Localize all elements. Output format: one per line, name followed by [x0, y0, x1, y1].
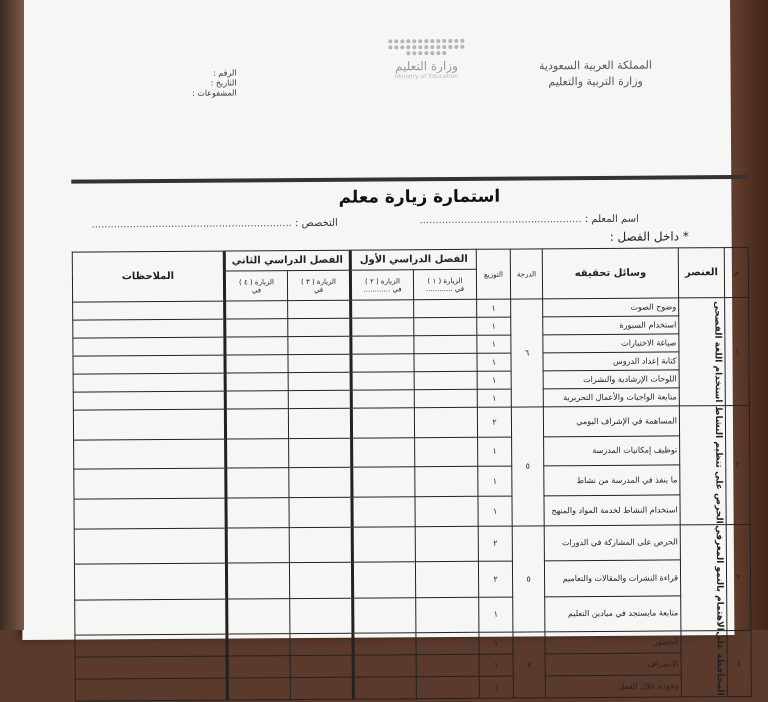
col-element-header: العنصر: [678, 248, 724, 298]
table-body: [73, 297, 752, 700]
specialization-field[interactable]: [92, 218, 338, 231]
visit2-cell[interactable]: [353, 597, 416, 633]
distribution-cell: ١: [477, 389, 511, 407]
kingdom-name: المملكة العربية السعودية: [538, 58, 652, 73]
distribution-cell: ١: [479, 632, 513, 654]
criterion-cell: متابعة مايستجد في ميادين التعليم: [545, 596, 681, 632]
visit2-cell[interactable]: [353, 677, 416, 699]
notes-cell[interactable]: [73, 301, 225, 320]
table-row: [74, 560, 750, 600]
notes-cell[interactable]: [73, 373, 225, 392]
distribution-cell: ١: [477, 353, 511, 371]
visit2-cell[interactable]: [352, 526, 415, 562]
visit4-cell[interactable]: [227, 656, 290, 678]
ministry-name: وزارة التربية والتعليم: [548, 74, 643, 89]
notes-cell[interactable]: [73, 391, 225, 410]
visit4-cell[interactable]: [227, 598, 290, 634]
visit2-cell[interactable]: [351, 336, 414, 354]
col-grade-header: الدرجة: [510, 249, 542, 299]
visit2-cell[interactable]: [351, 300, 414, 318]
visit1-cell[interactable]: [415, 496, 478, 526]
visit4-cell[interactable]: [225, 373, 288, 391]
visit4-cell[interactable]: [227, 634, 290, 656]
teacher-name-dots: ...................................................: [419, 214, 582, 227]
table-row: [74, 524, 750, 564]
visit1-cell[interactable]: [415, 467, 478, 497]
visit4-cell[interactable]: [226, 468, 289, 498]
logo-dot: [454, 39, 458, 43]
criterion-cell: اللوحات الإرشادية والنشرات: [543, 370, 679, 389]
group-element: [681, 631, 727, 697]
logo-text: وزارة التعليم: [395, 58, 458, 74]
notes-header: الملاحظات: [72, 251, 224, 302]
visit4-cell[interactable]: [225, 301, 288, 319]
logo-dot: [430, 39, 434, 43]
visit4-label: الزيارة ( ٤ ): [238, 277, 275, 286]
criterion-cell: صياغة الاختبارات: [543, 334, 679, 353]
logo-dot: [406, 51, 410, 55]
ministry-logo: [376, 39, 476, 100]
group-number: ٣: [726, 524, 751, 631]
specialization-label: التخصص :: [294, 217, 338, 230]
group-element: [680, 524, 727, 631]
table-row: [74, 465, 750, 499]
distribution-cell: ٢: [478, 561, 512, 597]
logo-dot: [442, 51, 446, 55]
visit3-cell[interactable]: [290, 677, 353, 699]
meta-date: التاريخ :: [210, 78, 237, 88]
criterion-cell: توظيف إمكانيات المدرسة: [544, 436, 680, 467]
visit2-label: الزيارة ( ٢ ): [364, 276, 401, 286]
visit1-cell[interactable]: [416, 676, 479, 698]
letterhead: [520, 57, 670, 90]
notes-cell[interactable]: [74, 528, 226, 565]
visit1-cell[interactable]: [414, 353, 477, 371]
visit4-header: [224, 271, 287, 301]
logo-dot: [388, 45, 392, 49]
logo-dot: [460, 45, 464, 49]
logo-dot: [460, 39, 464, 43]
criterion-cell: قراءة النشرات والمقالات والتعاميم: [544, 560, 680, 596]
logo-dot: [424, 45, 428, 49]
form-page: [18, 0, 742, 696]
logo-subtext: Ministry of Education: [394, 72, 459, 81]
logo-dots-icon: [386, 39, 466, 56]
criterion-cell: المساهمة في الإشراف اليومي: [543, 406, 679, 437]
distribution-cell: ١: [478, 496, 512, 526]
visit4-cell[interactable]: [225, 319, 288, 337]
criterion-cell: وضوح الصوت: [543, 298, 679, 317]
col-means-header: وسائل تحقيقه: [542, 248, 678, 299]
table-row: [75, 595, 751, 635]
teacher-name-label: اسم المعلم :: [584, 213, 639, 226]
criterion-cell: الانصراف: [545, 653, 681, 676]
evaluation-table: [72, 247, 752, 701]
visit4-cell[interactable]: [226, 563, 289, 599]
visit3-cell[interactable]: [288, 318, 351, 336]
criterion-cell: الحرص على المشاركة في الدورات: [544, 524, 680, 560]
logo-dot: [424, 39, 428, 43]
visit4-cell[interactable]: [227, 678, 290, 700]
visit3-cell[interactable]: [289, 562, 352, 598]
logo-dot: [424, 51, 428, 55]
criterion-cell: استخدام النشاط لخدمة المواد والمنهج: [544, 495, 680, 526]
visit2-cell[interactable]: [352, 437, 415, 467]
visit2-cell[interactable]: [351, 372, 414, 390]
logo-dot: [412, 45, 416, 49]
visit3-cell[interactable]: [290, 633, 353, 655]
visit2-cell[interactable]: [351, 390, 414, 408]
distribution-cell: ١: [477, 371, 511, 389]
logo-dot: [400, 39, 404, 43]
visit1-cell[interactable]: [414, 299, 477, 317]
notes-cell[interactable]: [73, 319, 225, 338]
visit4-cell[interactable]: [225, 337, 288, 355]
notes-cell[interactable]: [75, 634, 227, 657]
group-element-label: المحافظة على: [714, 631, 725, 696]
logo-dot: [442, 39, 446, 43]
visit3-header: [287, 270, 350, 300]
visit4-cell[interactable]: [226, 527, 289, 563]
criterion-cell: كتابة إعداد الدروس: [543, 352, 679, 371]
group-number: ٢: [725, 405, 750, 524]
visit2-header: [350, 270, 413, 300]
term2-header: الفصل الدراسي الثاني: [224, 250, 350, 271]
visit3-cell[interactable]: [288, 300, 351, 318]
group-element-label: الحرص على تنظيم النشاط: [712, 406, 724, 524]
logo-dot: [412, 51, 416, 55]
notes-cell[interactable]: [75, 656, 227, 679]
criterion-cell: استخدام السبورة: [543, 316, 679, 335]
visit3-cell[interactable]: [288, 336, 351, 354]
meta-attachments: المشفوعات :: [192, 88, 237, 98]
table-row: [75, 674, 751, 701]
logo-dot: [412, 39, 416, 43]
notes-cell[interactable]: [73, 409, 225, 440]
logo-dot: [454, 45, 458, 49]
header-divider: [71, 175, 747, 184]
visit1-cell[interactable]: [414, 371, 477, 389]
logo-dot: [430, 51, 434, 55]
paper-edge-shadow: [0, 0, 24, 630]
distribution-cell: ١: [478, 466, 512, 496]
visit3-cell[interactable]: [288, 390, 351, 408]
logo-dot: [394, 39, 398, 43]
notes-cell[interactable]: [75, 678, 227, 701]
visit3-cell[interactable]: [290, 598, 353, 634]
visit3-cell[interactable]: [288, 372, 351, 390]
logo-dot: [388, 39, 392, 43]
visit1-header: [413, 269, 476, 299]
visit1-cell[interactable]: [414, 335, 477, 353]
col-distribution-header: التوزيع: [476, 249, 510, 299]
group-grade: ٦: [511, 299, 544, 407]
reference-info: [176, 68, 236, 98]
visit1-cell[interactable]: [416, 633, 479, 655]
logo-dot: [400, 45, 404, 49]
group-grade: ٥: [512, 525, 545, 632]
notes-cell[interactable]: [74, 563, 226, 600]
logo-dot: [448, 39, 452, 43]
meta-number: الرقم :: [213, 68, 237, 78]
term1-header: الفصل الدراسي الأول: [350, 249, 476, 270]
criterion-cell: الحضور: [545, 631, 681, 654]
visit4-cell[interactable]: [226, 438, 289, 468]
visit2-cell[interactable]: [352, 562, 415, 598]
table-row: [74, 435, 750, 469]
distribution-cell: ٢: [478, 526, 512, 562]
visit4-cell[interactable]: [225, 391, 288, 409]
visit2-cell[interactable]: [352, 497, 415, 527]
logo-dot: [448, 45, 452, 49]
visit3-label: الزيارة ( ٣ ): [300, 277, 336, 286]
visit3-cell[interactable]: [289, 497, 352, 527]
visit2-cell[interactable]: [353, 633, 416, 655]
group-element: [679, 406, 726, 525]
visit3-cell[interactable]: [288, 408, 351, 438]
logo-dot: [418, 51, 422, 55]
distribution-cell: ١: [479, 597, 513, 633]
visit3-cell[interactable]: [288, 354, 351, 372]
visit2-cell[interactable]: [351, 354, 414, 372]
logo-dot: [418, 39, 422, 43]
notes-cell[interactable]: [74, 468, 226, 499]
visit4-cell[interactable]: [225, 355, 288, 373]
visit2-cell[interactable]: [351, 408, 414, 438]
visit3-cell[interactable]: [290, 655, 353, 677]
logo-dot: [436, 39, 440, 43]
specialization-dots: ...............................................................: [91, 218, 292, 231]
notes-cell[interactable]: [73, 355, 225, 374]
visit4-in: في: [251, 285, 262, 294]
criterion-cell: متابعة الواجبات والأعمال التحريرية: [543, 388, 679, 407]
distribution-cell: ٢: [477, 407, 511, 437]
criterion-cell: وجوده خلال العمل: [545, 675, 681, 698]
group-grade: ٥: [511, 407, 544, 526]
group-element-label: استخدام اللغة الفصحى: [712, 300, 723, 403]
visit2-cell[interactable]: [351, 318, 414, 336]
distribution-cell: ١: [477, 317, 511, 335]
group-element: [679, 298, 726, 406]
distribution-cell: ١: [478, 437, 512, 467]
visit1-cell[interactable]: [415, 561, 478, 597]
visit2-cell[interactable]: [353, 655, 416, 677]
table-row: [74, 494, 750, 528]
teacher-name-field[interactable]: [420, 214, 639, 227]
visit1-label: الزيارة ( ١ ): [427, 276, 463, 285]
visit4-cell[interactable]: [226, 498, 289, 528]
logo-dot: [394, 45, 398, 49]
col-num-header: م: [724, 247, 748, 297]
visit2-in: في ............: [363, 284, 402, 294]
visit2-cell[interactable]: [352, 467, 415, 497]
visit1-cell[interactable]: [415, 437, 478, 467]
logo-dot: [436, 45, 440, 49]
logo-dot: [436, 51, 440, 55]
group-number: ٤: [727, 631, 751, 697]
visit1-cell[interactable]: [414, 407, 477, 437]
visit1-in: في ............: [425, 284, 465, 293]
table-row: [73, 405, 749, 439]
form-title: استمارة زيارة معلم: [338, 186, 501, 208]
visit3-cell[interactable]: [289, 467, 352, 497]
visit1-cell[interactable]: [414, 317, 477, 335]
visit3-cell[interactable]: [289, 438, 352, 468]
distribution-cell: ١: [479, 654, 513, 676]
visit3-in: في: [313, 285, 324, 294]
visit1-cell[interactable]: [414, 389, 477, 407]
logo-dot: [406, 45, 410, 49]
notes-cell[interactable]: [73, 337, 225, 356]
notes-cell[interactable]: [74, 498, 226, 529]
visit3-cell[interactable]: [289, 527, 352, 563]
criterion-cell: ما ينفذ في المدرسة من نشاط: [544, 465, 680, 496]
logo-dot: [418, 45, 422, 49]
group-element-label: الاهتمام بالنمو المعرفي: [713, 524, 725, 631]
logo-dot: [406, 39, 410, 43]
visit1-cell[interactable]: [416, 597, 479, 633]
visit1-cell[interactable]: [416, 654, 479, 676]
visit1-cell[interactable]: [415, 526, 478, 562]
notes-cell[interactable]: [74, 439, 226, 470]
visit4-cell[interactable]: [225, 409, 288, 439]
distribution-cell: ١: [477, 299, 511, 317]
logo-dot: [430, 45, 434, 49]
distribution-cell: ١: [477, 335, 511, 353]
logo-dot: [442, 45, 446, 49]
group-grade: ٧: [513, 632, 545, 698]
inside-class-heading: * داخل الفصل :: [609, 229, 689, 244]
group-number: ١: [725, 297, 750, 405]
distribution-cell: ١: [479, 676, 513, 698]
